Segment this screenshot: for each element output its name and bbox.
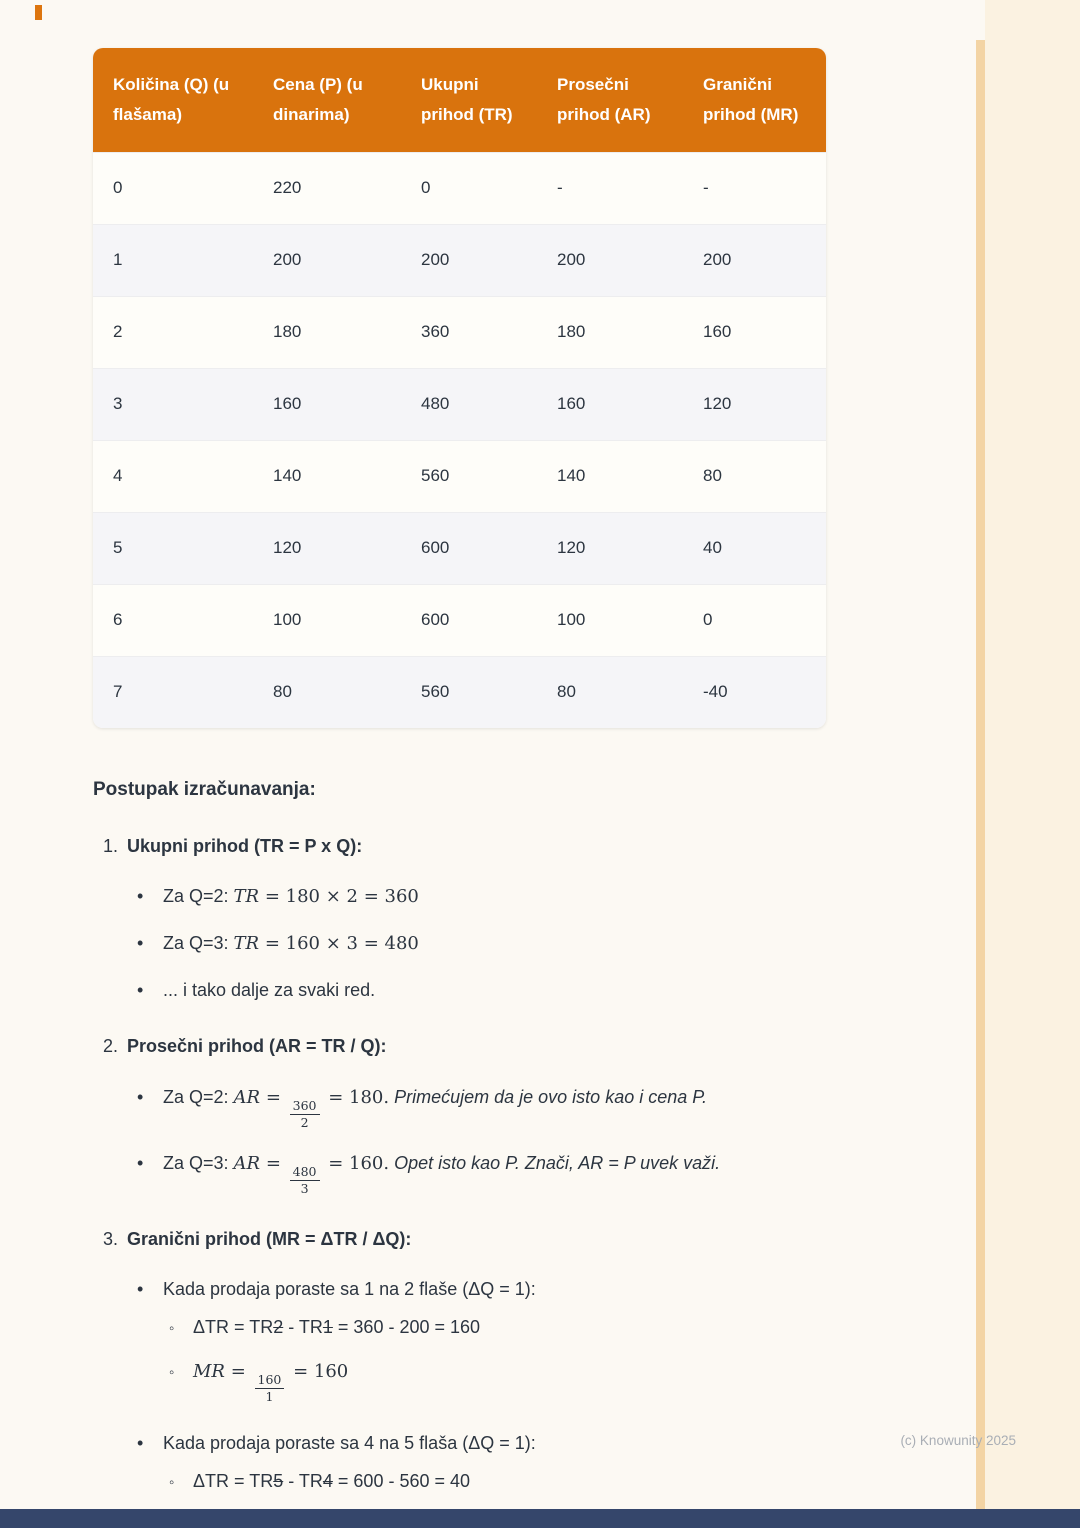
fraction: $\frac{160}{1}$ xyxy=(255,1373,285,1404)
table-cell: 560 xyxy=(401,440,537,512)
table-cell: 0 xyxy=(683,584,826,656)
right-accent-stripe xyxy=(976,40,985,1509)
sub-bullet-text: ΔTR = TR2 - TR1 = 360 - 200 = 160 xyxy=(193,1316,481,1337)
math-expression: = 180 × 2 = 360 xyxy=(259,886,419,908)
table-cell: 100 xyxy=(253,584,401,656)
table-header-cell: Granični prihod (MR) xyxy=(683,48,826,152)
table-cell: - xyxy=(537,152,683,224)
table-cell: 120 xyxy=(253,512,401,584)
table-cell: 4 xyxy=(93,440,253,512)
bullet-text: Kada prodaja poraste sa 1 na 2 flaše (ΔQ = 1): xyxy=(163,1278,536,1299)
table-row xyxy=(93,368,826,440)
circle-bullet-icon: ◦ xyxy=(169,1319,175,1337)
bullet-item xyxy=(137,1430,826,1456)
math-expression: = 160 × 3 = 480 xyxy=(259,933,419,955)
table-cell: 160 xyxy=(253,368,401,440)
table-cell: 360 xyxy=(401,296,537,368)
math-variable: TR xyxy=(233,933,260,955)
table-cell: 100 xyxy=(537,584,683,656)
list-item-average-revenue xyxy=(93,1033,826,1195)
table-cell: 1 xyxy=(93,224,253,296)
table-cell: 600 xyxy=(401,512,537,584)
table-header-row xyxy=(93,48,826,152)
bullet-text: Za Q=2: TR = 180 × 2 = 360 xyxy=(163,886,419,908)
section-title: Postupak izračunavanja: xyxy=(93,778,316,800)
table-cell: 40 xyxy=(683,512,826,584)
ordered-list xyxy=(93,833,826,1494)
revenue-table xyxy=(93,48,826,728)
table-cell: 0 xyxy=(93,152,253,224)
circle-bullet-icon: ◦ xyxy=(169,1363,175,1381)
list-number: 1. xyxy=(103,836,119,857)
table-header-cell: Cena (P) (u dinarima) xyxy=(253,48,401,152)
table-row xyxy=(93,512,826,584)
table-cell: 80 xyxy=(253,656,401,728)
table-cell: 200 xyxy=(401,224,537,296)
table-cell: 80 xyxy=(683,440,826,512)
bullet-text: Za Q=2: AR = $\frac{360}{2}$ = 180. Primećujem da je ovo isto kao i cena P. xyxy=(163,1086,707,1131)
fraction: $\frac{360}{2}$ xyxy=(290,1099,320,1130)
table-cell: 180 xyxy=(537,296,683,368)
list-number: 2. xyxy=(103,1036,119,1057)
table-cell: 6 xyxy=(93,584,253,656)
table-cell: -40 xyxy=(683,656,826,728)
bullet-item xyxy=(137,1084,826,1130)
bullet-icon: • xyxy=(137,933,144,954)
sub-bullet-list xyxy=(169,1314,826,1404)
table-row xyxy=(93,152,826,224)
sub-bullet-item xyxy=(169,1358,826,1404)
table-cell: 0 xyxy=(401,152,537,224)
math-variable: AR xyxy=(233,1086,261,1108)
list-item-heading: Ukupni prihod (TR = P x Q): xyxy=(127,836,363,857)
table-cell: 160 xyxy=(683,296,826,368)
math-expression: = 160 xyxy=(287,1360,349,1382)
math-expression: = 180. xyxy=(322,1086,390,1108)
table-cell: 140 xyxy=(537,440,683,512)
bullet-item xyxy=(137,977,826,1003)
bullet-icon: • xyxy=(137,1432,144,1453)
list-number: 3. xyxy=(103,1228,119,1249)
bullet-item xyxy=(137,930,826,957)
list-item-total-revenue xyxy=(93,833,826,1003)
right-margin-band xyxy=(985,0,1080,1528)
list-item-marginal-revenue xyxy=(93,1226,826,1494)
table-cell: 7 xyxy=(93,656,253,728)
table-row xyxy=(93,656,826,728)
bullet-item xyxy=(137,883,826,910)
bullet-icon: • xyxy=(137,1278,144,1299)
math-expression: = 160. xyxy=(322,1152,390,1174)
sub-bullet-item xyxy=(169,1468,826,1494)
copyright-footer: (c) Knowunity 2025 xyxy=(900,1433,1016,1448)
table-cell: 560 xyxy=(401,656,537,728)
italic-note: Primećujem da je ovo isto kao i cena P. xyxy=(389,1086,707,1107)
table-cell: 120 xyxy=(683,368,826,440)
bullet-item xyxy=(137,1276,826,1302)
table-header-cell: Prosečni prihod (AR) xyxy=(537,48,683,152)
math-variable: TR xyxy=(233,886,260,908)
table-cell: 80 xyxy=(537,656,683,728)
sub-bullet-list xyxy=(169,1468,826,1494)
italic-note: Opet isto kao P. Znači, AR = P uvek važi. xyxy=(389,1152,721,1173)
subscript-strike: 4 xyxy=(322,1470,333,1491)
sub-bullet-text: ΔTR = TR5 - TR4 = 600 - 560 = 40 xyxy=(193,1470,471,1491)
list-item-heading: Prosečni prihod (AR = TR / Q): xyxy=(127,1036,387,1057)
math-variable: AR xyxy=(233,1152,261,1174)
list-item-heading: Granični prihod (MR = ΔTR / ΔQ): xyxy=(127,1228,412,1249)
table-cell: 220 xyxy=(253,152,401,224)
table-header-cell: Ukupni prihod (TR) xyxy=(401,48,537,152)
table-row xyxy=(93,440,826,512)
bullet-icon: • xyxy=(137,1086,144,1107)
table-cell: 2 xyxy=(93,296,253,368)
table-cell: - xyxy=(683,152,826,224)
bullet-icon: • xyxy=(137,886,144,907)
subscript-strike: 2 xyxy=(273,1316,284,1337)
bullet-text: ... i tako dalje za svaki red. xyxy=(163,980,376,1001)
document-content xyxy=(93,48,826,1524)
subscript-strike: 5 xyxy=(273,1470,284,1491)
circle-bullet-icon: ◦ xyxy=(169,1473,175,1491)
table-cell: 180 xyxy=(253,296,401,368)
table-cell: 600 xyxy=(401,584,537,656)
table-row xyxy=(93,296,826,368)
table-cell: 140 xyxy=(253,440,401,512)
table-row xyxy=(93,224,826,296)
bullet-item xyxy=(137,1150,826,1196)
table-cell: 160 xyxy=(537,368,683,440)
subscript-strike: 1 xyxy=(322,1316,333,1337)
bullet-text: Za Q=3: AR = $\frac{480}{3}$ = 160. Opet isto kao P. Znači, AR = P uvek važi. xyxy=(163,1152,721,1197)
table-cell: 120 xyxy=(537,512,683,584)
bullet-text: Kada prodaja poraste sa 4 na 5 flaša (ΔQ = 1): xyxy=(163,1432,536,1453)
table-cell: 200 xyxy=(253,224,401,296)
bullet-text: Za Q=3: TR = 160 × 3 = 480 xyxy=(163,933,419,955)
table-cell: 480 xyxy=(401,368,537,440)
bullet-icon: • xyxy=(137,1152,144,1173)
table-row xyxy=(93,584,826,656)
table-cell: 200 xyxy=(683,224,826,296)
table-cell: 5 xyxy=(93,512,253,584)
math-variable: MR xyxy=(193,1360,225,1382)
table-cell: 200 xyxy=(537,224,683,296)
bullet-icon: • xyxy=(137,980,144,1001)
sub-bullet-item xyxy=(169,1314,826,1340)
sub-bullet-text: MR = $\frac{160}{1}$ = 160 xyxy=(193,1360,349,1405)
fraction: $\frac{480}{3}$ xyxy=(290,1165,320,1196)
calculation-section xyxy=(93,776,826,1494)
top-left-accent-mark xyxy=(35,5,42,20)
table-cell: 3 xyxy=(93,368,253,440)
table-header-cell: Količina (Q) (u flašama) xyxy=(93,48,253,152)
